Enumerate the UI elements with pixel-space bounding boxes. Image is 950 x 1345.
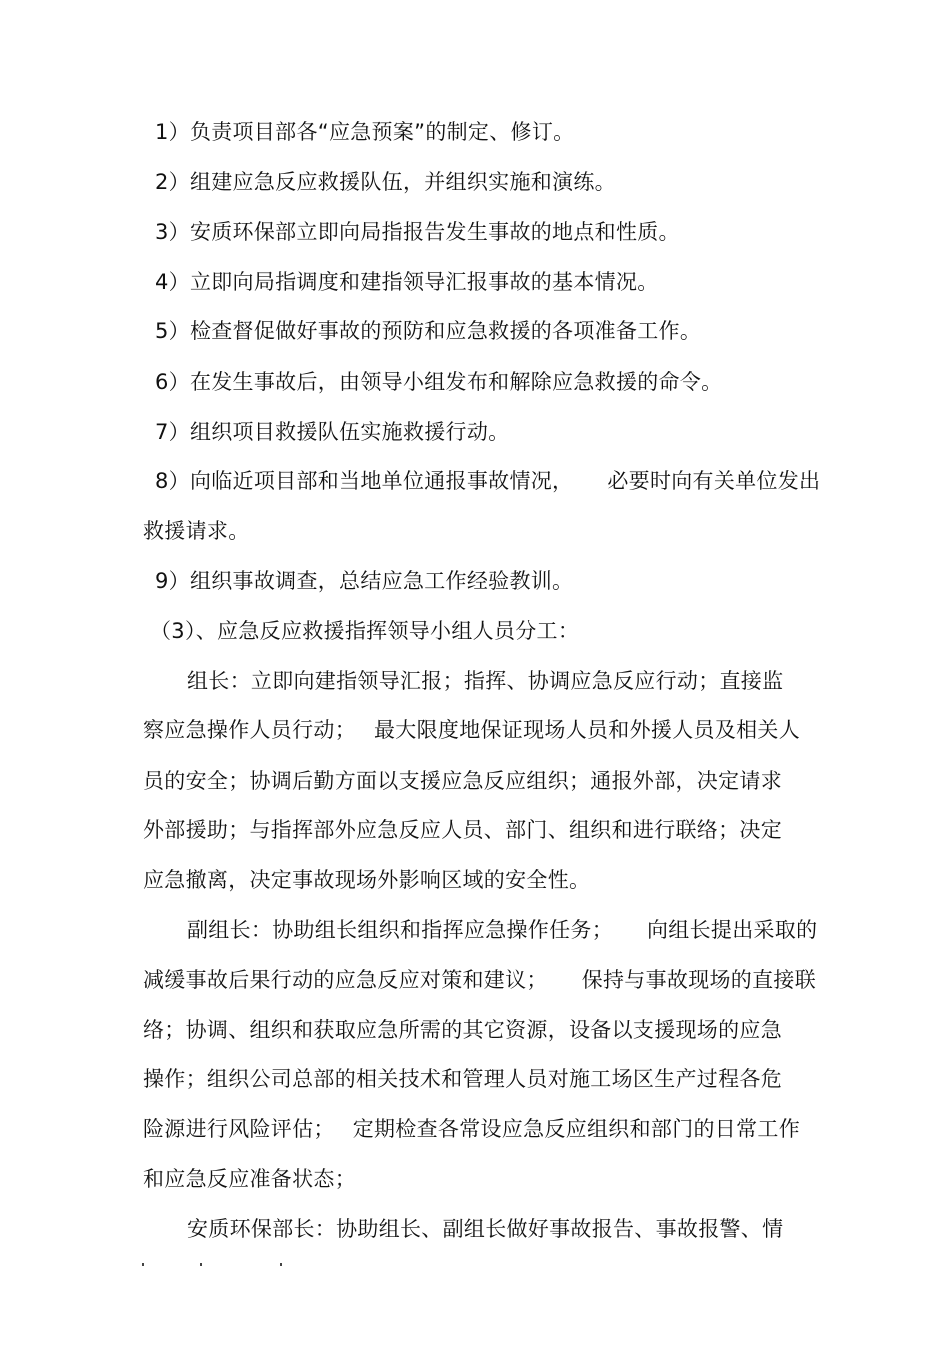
deputy-paragraph-line-2-part-1: 减缓事故后果行动的应急反应对策和建议； [143,968,548,992]
leader-paragraph-line-3: 员的安全；协调后勤方面以支援应急反应组织；通报外部，决定请求 [143,769,782,793]
list-item-8-part-1: 8）向临近项目部和当地单位通报事故情况， [155,469,574,493]
deputy-paragraph-line-5-part-1: 险源进行风险评估； [143,1117,335,1141]
list-item-4: 4）立即向局指调度和建指领导汇报事故的基本情况。 [155,270,659,294]
text-fragment-mark [142,1263,144,1266]
cut-off-text-fragment [140,1261,300,1269]
list-item-6: 6）在发生事故后，由领导小组发布和解除应急救援的命令。 [155,370,723,394]
deputy-paragraph-line-6: 和应急反应准备状态； [143,1167,356,1191]
deputy-paragraph-line-1 [187,916,817,944]
text-fragment-mark [280,1263,282,1266]
list-item-8-part-2: 必要时向有关单位发出 [607,469,821,493]
section-heading: （3）、应急反应救援指挥领导小组人员分工： [150,619,580,643]
text-fragment-mark [200,1263,202,1266]
list-item-8 [155,467,820,495]
leader-paragraph-line-5: 应急撤离，决定事故现场外影响区域的安全性。 [143,868,591,892]
leader-paragraph-line-4: 外部援助；与指挥部外应急反应人员、部门、组织和进行联络；决定 [143,818,782,842]
list-item-5: 5）检查督促做好事故的预防和应急救援的各项准备工作。 [155,319,702,343]
leader-paragraph-line-1: 组长：立即向建指领导汇报；指挥、协调应急反应行动；直接监 [187,669,784,693]
list-item-8-continuation: 救援请求。 [143,519,250,543]
leader-paragraph-line-2-part-1: 察应急操作人员行动； [143,718,356,742]
deputy-paragraph-line-5-part-2: 定期检查各常设应急反应组织和部门的日常工作 [352,1117,801,1141]
list-item-3: 3）安质环保部立即向局指报告发生事故的地点和性质。 [155,220,680,244]
deputy-paragraph-line-2 [143,966,816,994]
deputy-paragraph-line-1-part-2: 向组长提出采取的 [647,918,818,942]
deputy-paragraph-line-1-part-1: 副组长：协助组长组织和指挥应急操作任务； [187,918,613,942]
list-item-2: 2）组建应急反应救援队伍，并组织实施和演练。 [155,170,616,194]
deputy-paragraph-line-2-part-2: 保持与事故现场的直接联 [581,968,817,992]
deputy-paragraph-line-4: 操作；组织公司总部的相关技术和管理人员对施工场区生产过程各危 [143,1067,782,1091]
deputy-paragraph-line-5 [143,1115,800,1143]
list-item-7: 7）组织项目救援队伍实施救援行动。 [155,420,510,444]
leader-paragraph-line-2 [143,716,800,744]
list-item-1: 1）负责项目部各“应急预案”的制定、修订。 [155,120,575,144]
list-item-9: 9）组织事故调查，总结应急工作经验教训。 [155,569,574,593]
safety-paragraph-line-1: 安质环保部长：协助组长、副组长做好事故报告、事故报警、情 [187,1217,784,1241]
deputy-paragraph-line-3: 络；协调、组织和获取应急所需的其它资源，设备以支援现场的应急 [143,1018,782,1042]
leader-paragraph-line-2-part-2: 最大限度地保证现场人员和外援人员及相关人 [374,718,800,742]
